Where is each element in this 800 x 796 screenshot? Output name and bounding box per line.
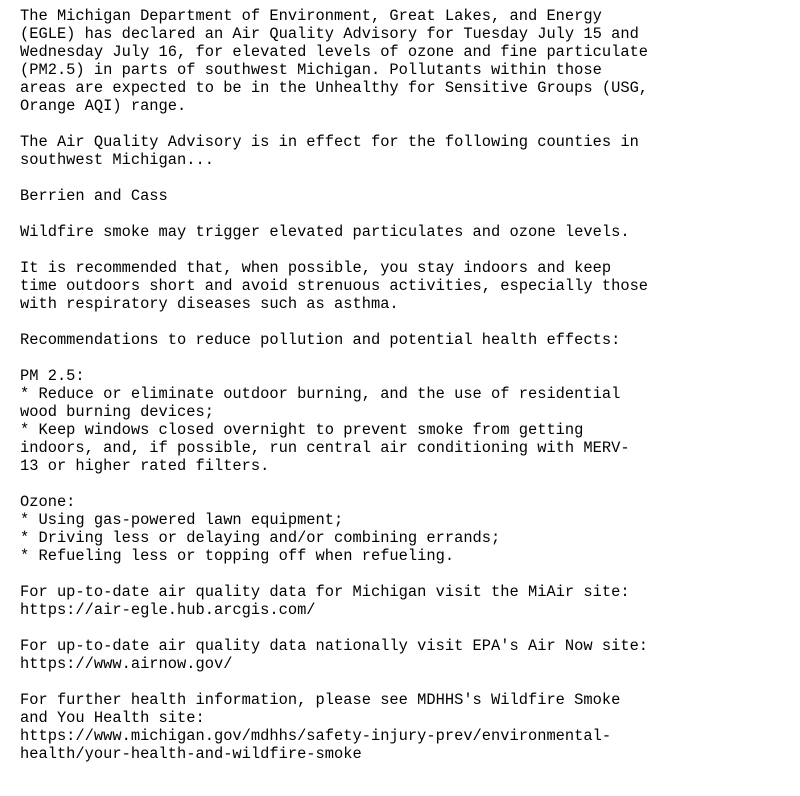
counties-list: Berrien and Cass — [20, 187, 168, 205]
pm25-section — [20, 367, 790, 475]
text-line: (EGLE) has declared an Air Quality Advisory for Tuesday July 15 and — [20, 25, 639, 43]
text-line: areas are expected to be in the Unhealthy for Sensitive Groups (USG, — [20, 79, 649, 97]
list-item: * Reduce or eliminate outdoor burning, and the use of residential — [20, 385, 621, 403]
blank-line — [20, 565, 790, 583]
ozone-section — [20, 493, 790, 565]
blank-line — [20, 349, 790, 367]
airnow-link[interactable]: https://www.airnow.gov/ — [20, 655, 233, 673]
text-line: Wednesday July 16, for elevated levels of ozone and fine particulate — [20, 43, 649, 61]
health-text: For further health information, please see MDHHS's Wildfire Smoke — [20, 691, 621, 709]
blank-line — [20, 673, 790, 691]
blank-line — [20, 475, 790, 493]
recommendation-paragraph — [20, 259, 790, 313]
text-line: The Air Quality Advisory is in effect for the following counties in — [20, 133, 639, 151]
text-line: with respiratory diseases such as asthma. — [20, 295, 399, 313]
text-line: time outdoors short and avoid strenuous activities, especially those — [20, 277, 649, 295]
miair-text: For up-to-date air quality data for Michigan visit the MiAir site: — [20, 583, 630, 601]
text-line: (PM2.5) in parts of southwest Michigan. Pollutants within those — [20, 61, 602, 79]
health-section — [20, 691, 790, 763]
counties-intro-paragraph — [20, 133, 790, 169]
list-item: * Using gas-powered lawn equipment; — [20, 511, 344, 529]
miair-link[interactable]: https://air-egle.hub.arcgis.com/ — [20, 601, 316, 619]
blank-line — [20, 619, 790, 637]
advisory-document — [20, 7, 790, 763]
airnow-section — [20, 637, 790, 673]
airnow-text: For up-to-date air quality data nationally visit EPA's Air Now site: — [20, 637, 649, 655]
blank-line — [20, 205, 790, 223]
reduce-heading: Recommendations to reduce pollution and potential health effects: — [20, 331, 621, 349]
list-item: * Driving less or delaying and/or combining errands; — [20, 529, 501, 547]
text-line: The Michigan Department of Environment, Great Lakes, and Energy — [20, 7, 602, 25]
list-item: 13 or higher rated filters. — [20, 457, 270, 475]
text-line: Orange AQI) range. — [20, 97, 187, 115]
health-link[interactable]: https://www.michigan.gov/mdhhs/safety-injury-prev/environmental- — [20, 727, 612, 745]
blank-line — [20, 169, 790, 187]
list-item: * Keep windows closed overnight to prevent smoke from getting — [20, 421, 584, 439]
miair-section — [20, 583, 790, 619]
text-line: It is recommended that, when possible, you stay indoors and keep — [20, 259, 612, 277]
blank-line — [20, 115, 790, 133]
blank-line — [20, 313, 790, 331]
blank-line — [20, 241, 790, 259]
health-link[interactable]: health/your-health-and-wildfire-smoke — [20, 745, 362, 763]
pm25-heading: PM 2.5: — [20, 367, 85, 385]
health-text: and You Health site: — [20, 709, 205, 727]
intro-paragraph — [20, 7, 790, 115]
list-item: * Refueling less or topping off when refueling. — [20, 547, 455, 565]
list-item: wood burning devices; — [20, 403, 214, 421]
list-item: indoors, and, if possible, run central air conditioning with MERV- — [20, 439, 630, 457]
text-line: southwest Michigan... — [20, 151, 214, 169]
smoke-note: Wildfire smoke may trigger elevated particulates and ozone levels. — [20, 223, 630, 241]
ozone-heading: Ozone: — [20, 493, 76, 511]
